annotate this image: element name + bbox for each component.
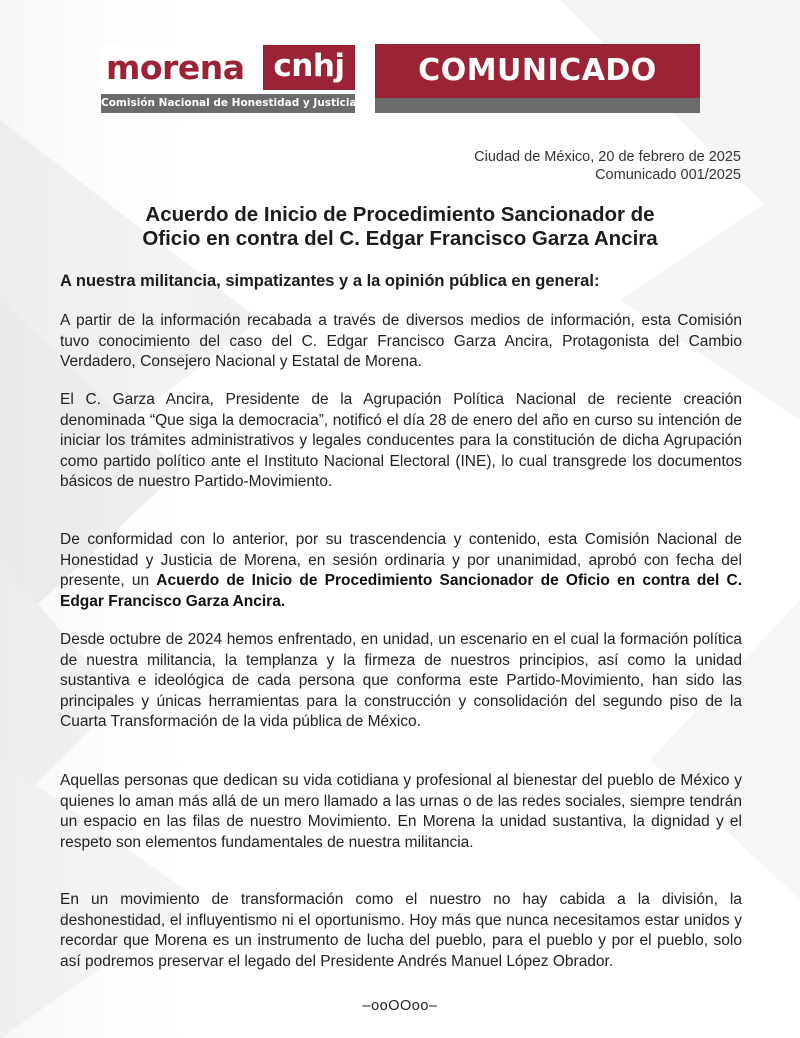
comunicado-banner — [375, 44, 700, 113]
paragraph-2: El C. Garza Ancira, Presidente de la Agrupación Política Nacional de reciente creación denominada “Que siga la democracia”, notificó el día 28 de enero del año en curso su intención de iniciar los trámites administrativos y legales conducentes para la constitución de dicha Agrupación como partido político ante el Instituto Nacional Electoral (INE), lo cual transgrede los documentos básicos de nuestro Partido-Movimiento. — [60, 391, 742, 490]
paragraph-3 — [60, 530, 742, 612]
logo-cnhj-text: cnhj — [263, 45, 355, 90]
document-title — [60, 203, 740, 251]
logo-morena-text: morena — [106, 48, 245, 87]
comunicado-banner-text: COMUNICADO — [375, 44, 700, 98]
logo-subtitle: Comisión Nacional de Honestidad y Justicia — [101, 94, 355, 113]
paragraph-5: Aquellas personas que dedican su vida cotidiana y profesional al bienestar del pueblo de México y quienes lo aman más allá de un mero llamado a las urnas o de las redes sociales, siempre tendrán un espacio en las filas de nuestro Movimiento. En Morena la unidad sustantiva, la dignidad y el respeto son elementos fundamentales de nuestra militancia. — [60, 772, 742, 851]
place-date: Ciudad de México, 20 de febrero de 2025 — [474, 149, 741, 165]
communique-number: Comunicado 001/2025 — [595, 167, 741, 183]
title-line-1: Acuerdo de Inicio de Procedimiento Sancionador de — [145, 203, 655, 226]
paragraph-6: En un movimiento de transformación como el nuestro no hay cabida a la división, la deshonestidad, el influyentismo ni el oportunismo. Hoy más que nunca necesitamos estar unidos y recordar que Morena es un instrumento de lucha del pueblo, para el pueblo y por el pueblo, solo así podremos preservar el legado del Presidente Andrés Manuel López Obrador. — [60, 891, 742, 970]
greeting: A nuestra militancia, simpatizantes y a la opinión pública en general: — [60, 272, 600, 290]
morena-cnhj-logo — [101, 45, 355, 113]
title-line-2: Oficio en contra del C. Edgar Francisco Garza Ancira — [142, 227, 658, 250]
paragraph-4: Desde octubre de 2024 hemos enfrentado, en unidad, un escenario en el cual la formación política de nuestra militancia, la templanza y la firmeza de nuestros principios, así como la unidad sustantiva e ideológica de cada persona que conforma este Partido-Movimiento, han sido las principales y únicas herramientas para la construcción y consolidación del segundo piso de la Cuarta Transformación de la vida pública de México. — [60, 631, 742, 730]
paragraph-3-text: De conformidad con lo anterior, por su trascendencia y contenido, esta Comisión Nacional de Honestidad y Justicia de Morena, en sesión ordinaria y por unanimidad, aprobó con fecha del presente, un — [60, 531, 742, 589]
paragraph-3-bold: Acuerdo de Inicio de Procedimiento Sancionador de Oficio en contra del C. Edgar Francisco Garza Ancira. — [60, 572, 743, 610]
closing-mark: –ooOOoo– — [362, 998, 438, 1014]
paragraph-1: A partir de la información recabada a través de diversos medios de información, esta Comisión tuvo conocimiento del caso del C. Edgar Francisco Garza Ancira, Protagonista del Cambio Verdadero, Consejero Nacional y Estatal de Morena. — [60, 312, 742, 370]
document-meta — [474, 148, 741, 184]
